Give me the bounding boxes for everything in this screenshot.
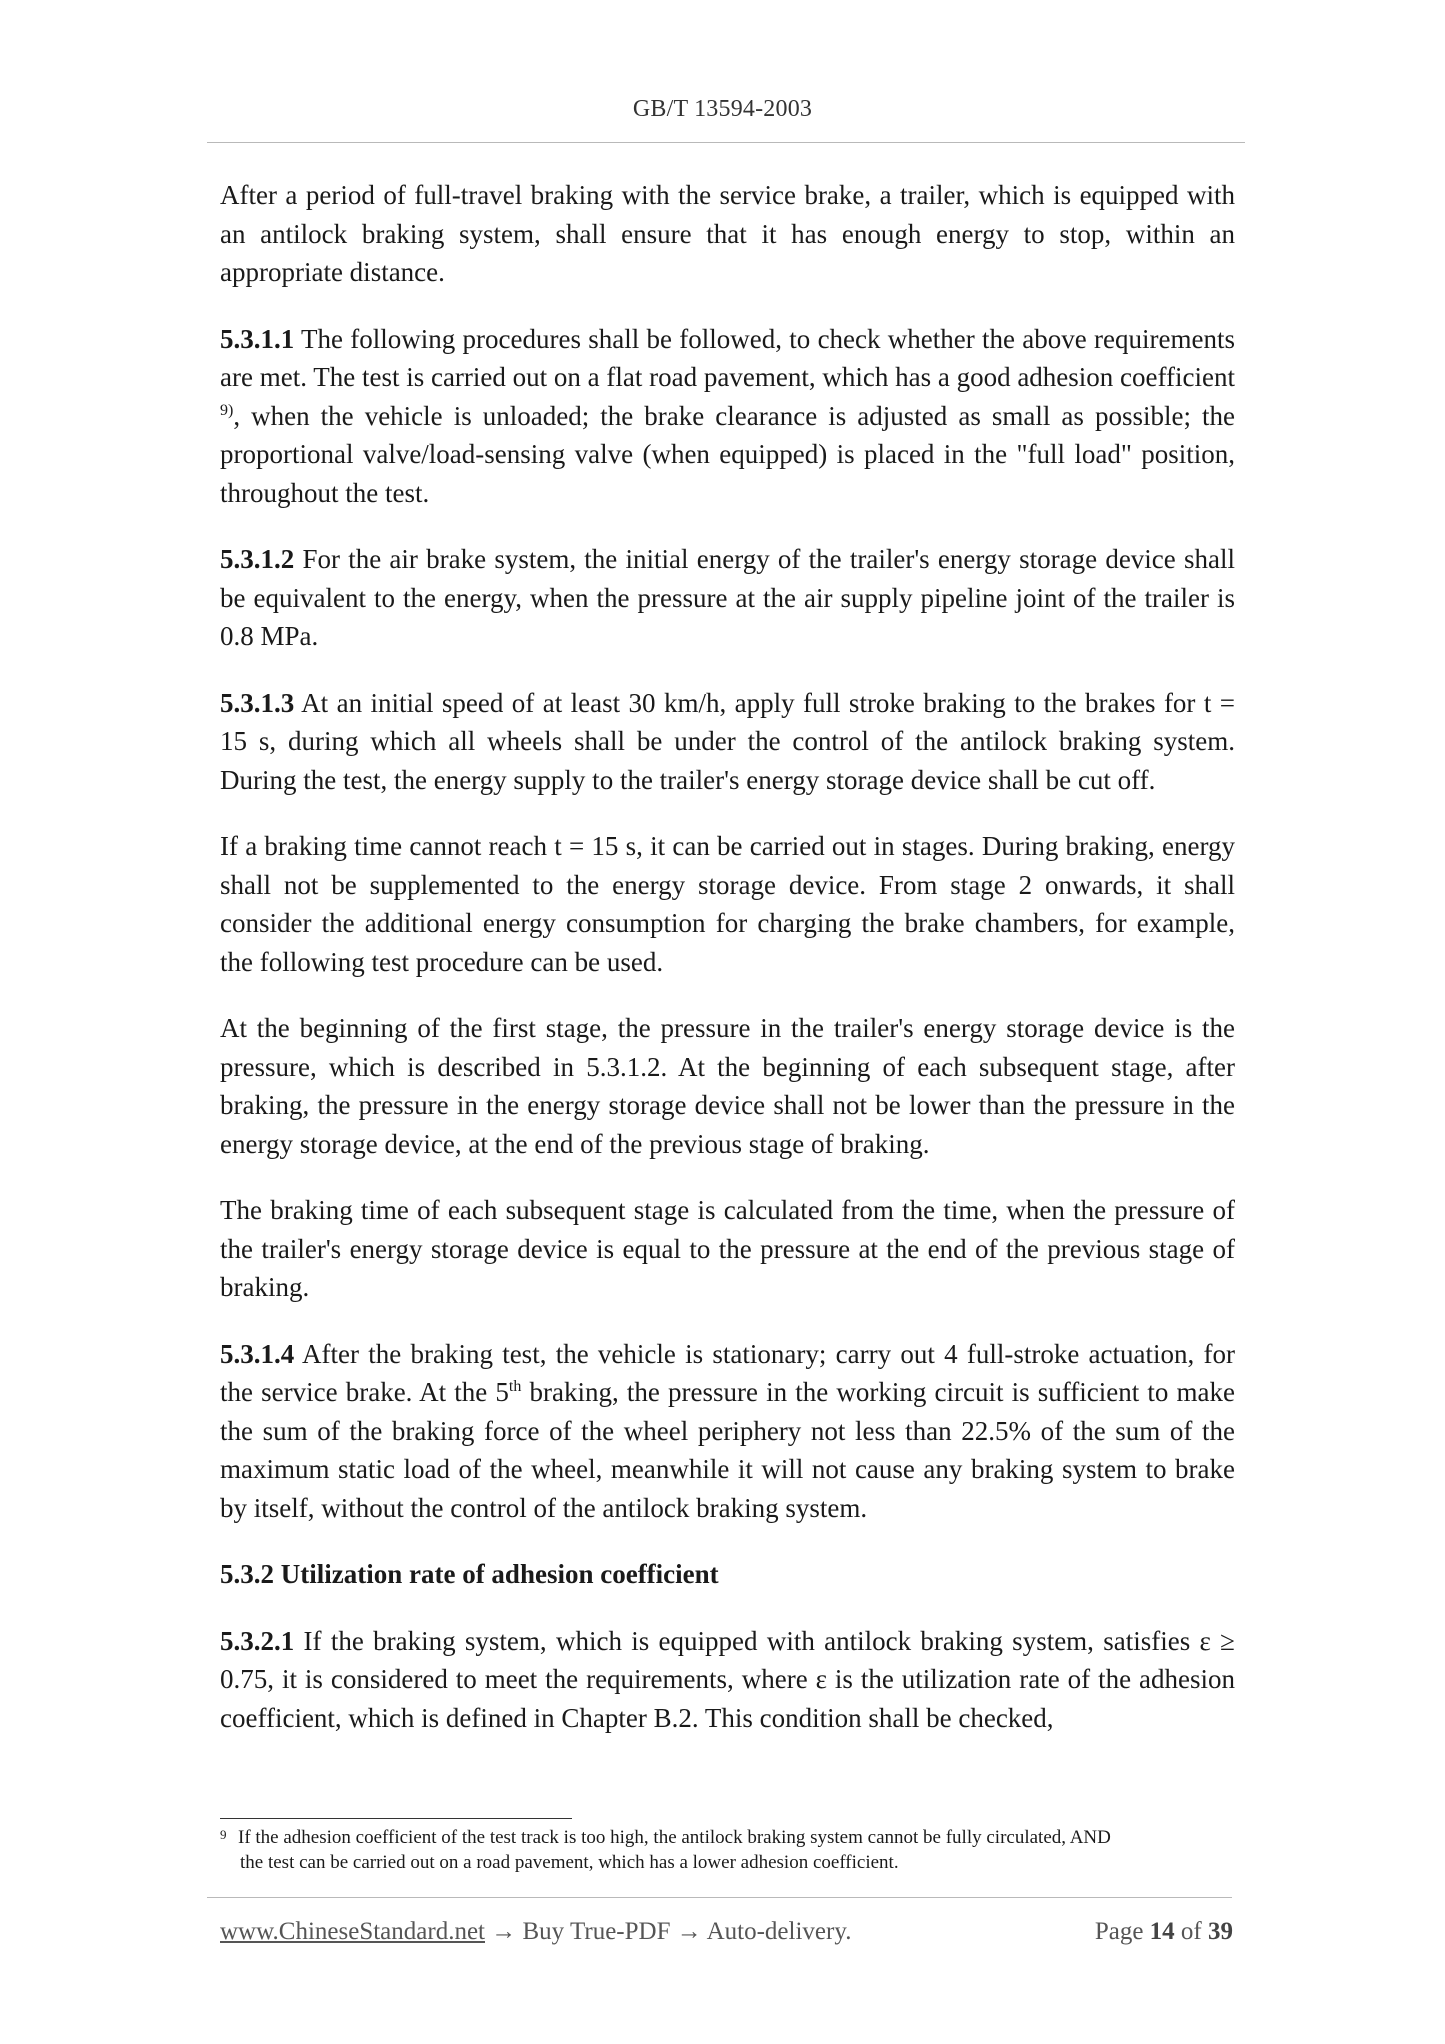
footer-divider [207,1897,1232,1898]
header-divider [207,142,1245,143]
site-link[interactable]: www.ChineseStandard.net [220,1918,485,1945]
footnote-divider [220,1818,572,1819]
braking-time-paragraph: The braking time of each subsequent stage is calculated from the time, when the pressure of the trailer's energy storage device is equal to the pressure at the end of the previous stage of braking. [220,1195,1235,1302]
clause-text: For the air brake system, the initial energy of the trailer's energy storage device shall be equivalent to the energy, when the pressure at the air supply pipeline joint of the trailer is 0.8 MPa. [220,544,1235,651]
clause-number: 5.3.1.3 [220,687,295,718]
section-heading-5-3-2: 5.3.2 Utilization rate of adhesion coefficient [220,1559,719,1589]
clause-text-continued: , when the vehicle is unloaded; the brake clearance is adjusted as small as possible; the proportional valve/load-sensing valve (when equipped) is placed in the "full load" position, throughout the test. [220,400,1235,508]
clause-text: The following procedures shall be followed, to check whether the above requirements are met. The test is carried out on a flat road pavement, which has a good adhesion coefficient [220,323,1235,392]
footnote [220,1825,1235,1875]
clause-number: 5.3.2.1 [220,1625,295,1656]
arrow-right-icon: → [491,1918,517,1945]
footnote-reference[interactable]: 9) [220,401,234,419]
current-page-number: 14 [1149,1918,1175,1945]
page-indicator [1095,1918,1233,1946]
clause-5-3-1-2 [220,540,1235,656]
clause-5-3-1-4 [220,1335,1235,1528]
page-label: Page [1094,1918,1144,1945]
stages-paragraph: If a braking time cannot reach t = 15 s, it can be carried out in stages. During braking, energy shall not be supplemented to the energy storage device. From stage 2 onwards, it shall consider the additional energy consumption for charging the brake chambers, for example, the following test procedure can be used. [220,831,1235,977]
clause-text: After the braking test, the vehicle is stationary; carry out 4 full-stroke actuation, for the service brake. At the 5 [220,1338,1235,1407]
page-header-title: GB/T 13594-2003 [632,96,813,122]
clause-5-3-1-3 [220,684,1235,800]
clause-number: 5.3.1.4 [220,1338,295,1369]
clause-text-continued: braking, the pressure in the working circuit is sufficient to make the sum of the braking force of the wheel periphery not less than 22.5% of the sum of the maximum static load of the wheel, meanwhile it will not cause any braking system to brake by itself, without the control of the antilock braking system. [220,1377,1235,1523]
footnote-text-2: the test can be carried out on a road pavement, which has a lower adhesion coefficient. [240,1852,899,1873]
clause-number: 5.3.1.1 [220,323,295,354]
footnote-mark: 9 [220,1827,227,1842]
of-label: of [1180,1918,1202,1945]
auto-delivery-text: Auto-delivery. [706,1918,852,1945]
arrow-right-icon: → [676,1918,702,1945]
clause-number: 5.3.1.2 [220,544,295,574]
total-pages-number: 39 [1208,1918,1233,1945]
clause-text: If the braking system, which is equipped with antilock braking system, satisfies ε ≥ 0.75, it is considered to meet the requirements, where ε is the utilization rate of the adhesion coefficient, which is defined in Chapter B.2. This condition shall be checked, [220,1625,1235,1733]
clause-5-3-1-1 [220,320,1235,513]
footer-links [220,1918,851,1946]
footnote-text-1: If the adhesion coefficient of the test track is too high, the antilock braking system cannot be fully circulated, AND [238,1827,1111,1848]
ordinal-suffix: th [508,1378,522,1395]
clause-5-3-2-1 [220,1622,1235,1738]
footnote-line-1 [220,1825,1235,1850]
buy-true-pdf-text: Buy True-PDF [522,1918,671,1945]
clause-text: At an initial speed of at least 30 km/h, apply full stroke braking to the brakes for t = 15 s, during which all wheels shall be under the control of the antilock braking system. During the test, the energy supply to the trailer's energy storage device shall be cut off. [220,687,1235,795]
first-stage-paragraph: At the beginning of the first stage, the pressure in the trailer's energy storage device is the pressure, which is described in 5.3.1.2. At the beginning of each subsequent stage, after braking, the pressure in the energy storage device shall not be lower than the pressure in the energy storage device, at the end of the previous stage of braking. [220,1013,1235,1159]
document-body [220,176,1235,1765]
intro-paragraph: After a period of full-travel braking with the service brake, a trailer, which is equipped with an antilock braking system, shall ensure that it has enough energy to stop, within an appropriate distance. [220,180,1235,287]
